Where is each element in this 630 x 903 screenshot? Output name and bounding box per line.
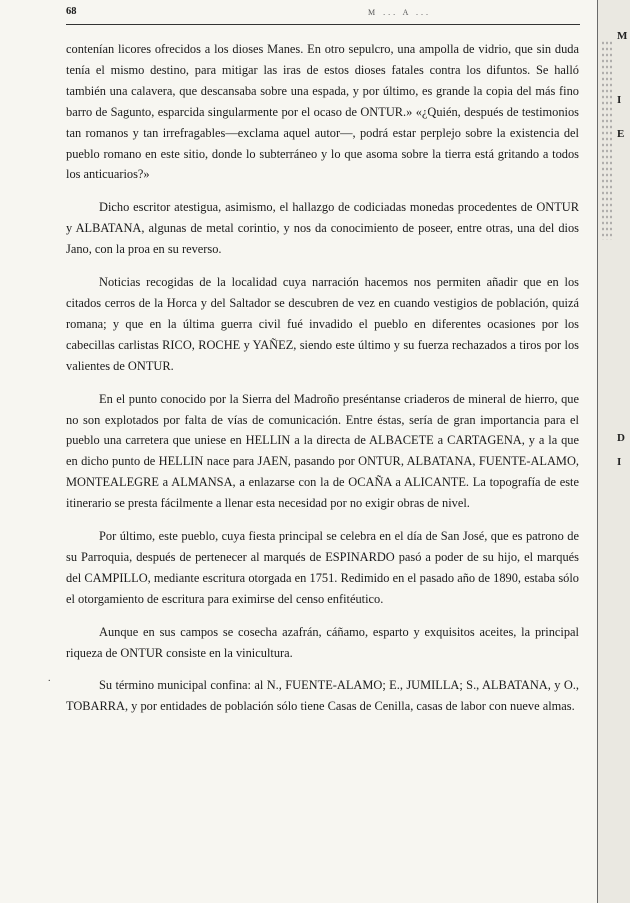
edge-letter: E xyxy=(617,128,625,140)
binding-speckle xyxy=(601,40,613,240)
edge-letter: I xyxy=(617,456,622,468)
margin-dot: . xyxy=(48,673,51,684)
paragraph-boundaries: Su término municipal confina: al N., FUENTE-ALAMO; E., JUMILLA; S., ALBATANA, y O., TOBARRA, y por entidades de población sólo tiene Casas de Cenilla, casas de labor con nueve almas. xyxy=(66,678,579,714)
paragraph-iron-mines: En el punto conocido por la Sierra del Madroño preséntanse criaderos de mineral de hierro, que no son explotados por falta de vías de comunicación. Entre éstas, sería de gran importancia para el pueblo una carretera que uniese en HELLIN a la directa de ALBACETE a CARTAGENA, y a la que en dicho punto de HELLIN nace para JAEN, pasando por ONTUR, ALBATANA, FUENTE-ALAMO, MONTEALEGRE a ALMANSA, a enlazarse con la de OCAÑA a ALICANTE. La topografía de este itinerario se presta fácilmente a llenar esta necesidad por no exigir obras de nivel. xyxy=(66,391,579,511)
edge-letter: I xyxy=(617,94,622,106)
page-number: 68 xyxy=(66,6,77,17)
body-text xyxy=(66,39,579,717)
paragraph-local-news: Noticias recogidas de la localidad cuya narración hacemos nos permiten añadir que en los citados cerros de la Horca y del Saltador se descubren de vez en cuando vestigios de población, quizá romana; y que en la última guerra civil fué invadido el pueblo en diferentes ocasiones por los cabecillas carlistas RICO, ROCHE y YAÑEZ, siendo este último y su fuerza rechazados a tiros por los valientes de ONTUR. xyxy=(66,275,579,373)
paragraph-coins: Dicho escritor atestigua, asimismo, el hallazgo de codiciadas monedas procedentes de ONTUR y ALBATANA, algunas de metal corintio, y nos da conocimiento de poseer, entre otras, una del dios Jano, con la proa en su reverso. xyxy=(66,200,579,257)
header-rule xyxy=(66,24,580,25)
edge-letter: M xyxy=(617,30,628,42)
paragraph-crops: Aunque en sus campos se cosecha azafrán, cáñamo, esparto y exquisitos aceites, la principal riqueza de ONTUR consiste en la vinicultura. xyxy=(66,624,579,660)
running-head: M ... A ... xyxy=(368,8,432,17)
edge-letter: D xyxy=(617,432,625,444)
paragraph-history: Por último, este pueblo, cuya fiesta principal se celebra en el día de San José, que es patrono de su Parroquia, después de pertenecer al marqués de ESPINARDO pasó a poder de su hijo, el marqués del CAMPILLO, mediante escritura otorgada en 1751. Redimido en el pasado año de 1890, estaba sólo el otorgamiento de escritura para eximirse del censo enfitéutico. xyxy=(66,529,579,606)
paragraph-roman-finds: contenían licores ofrecidos a los dioses Manes. En otro sepulcro, una ampolla de vidrio, que sin duda tenía el mismo destino, para mitigar las iras de estos dioses fatales contra los difuntos. Se halló también una calavera, que descansaba sobre una espada, y por último, es grande la copia del más fino barro de Sagunto, esparcida singularmente por el ocaso de ONTUR.» «¿Quién, después de testimonios tan romanos y tan irrefragables—exclama aquel autor—, podrá estar perplejo sobre la existencia del pueblo romano en este sitio, donde lo subterráneo y lo que asoma sobre la tierra está gritando a todos los anticuarios?» xyxy=(66,42,579,182)
adjacent-page-edge xyxy=(597,0,630,903)
